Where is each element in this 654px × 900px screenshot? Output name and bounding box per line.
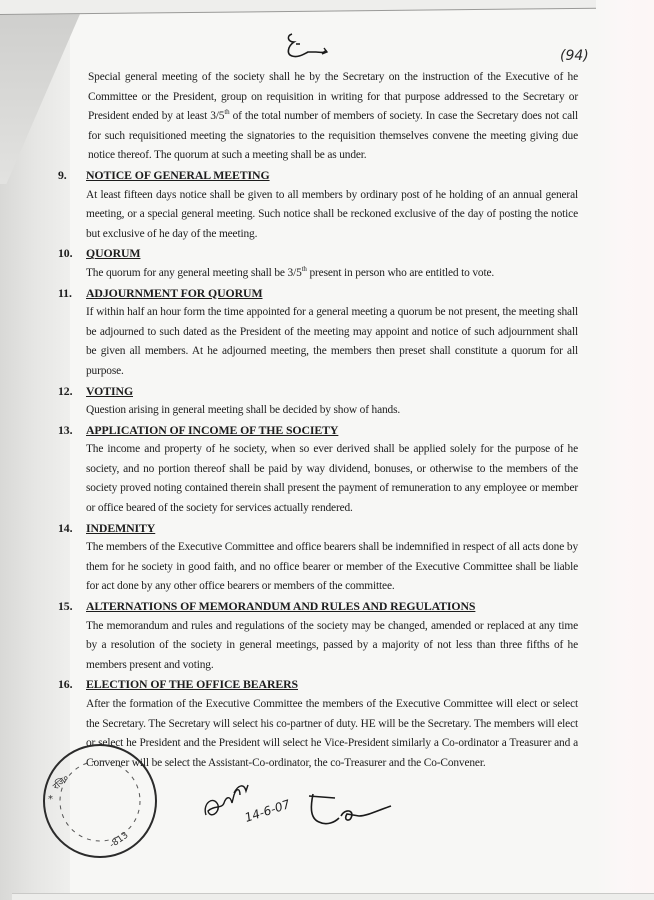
section-title: ALTERNATIONS OF MEMORANDUM AND RULES AND REGULATIONS (86, 599, 476, 614)
svg-text:*: * (48, 794, 53, 805)
section-body (86, 264, 578, 284)
section-number: 16. (58, 677, 73, 692)
section-10 (58, 244, 578, 283)
section-body: At least fifteen days notice shall be given to all members by ordinary post of he holding of an annual general meeting, or a special general meeting. Such notice shall be reckoned exclusive of the day of posting the notice but exclusive of he day of the meeting. (86, 188, 578, 240)
section-title: QUORUM (86, 246, 141, 261)
section-heading (58, 519, 578, 539)
section-number: 15. (58, 599, 73, 614)
scan-edge-top (0, 0, 654, 15)
section-heading (58, 166, 578, 186)
section-body-superscript: th (301, 265, 307, 274)
handwritten-signature-icon (305, 790, 395, 830)
svg-text:रजि०: रजि० (51, 773, 72, 793)
section-number: 12. (58, 383, 73, 398)
section-heading (58, 382, 578, 402)
section-title: VOTING (86, 383, 134, 398)
scan-edge-bottom (12, 893, 654, 900)
section-number: 10. (58, 246, 73, 261)
section-title: ELECTION OF THE OFFICE BEARERS (86, 677, 299, 692)
section-12 (58, 382, 578, 421)
scan-edge-right (596, 0, 654, 900)
section-number: 13. (58, 422, 73, 437)
section-number: 14. (58, 520, 73, 535)
section-number: 9. (58, 167, 67, 182)
section-body: After the formation of the Executive Committee the members of the Executive Committee will elect or select the Secretary. The Secretary will select his co-partner of duty. HE will be the Secretary. The members will elect or select he President and the President will select he Vice-President similarly a Co-ordinator a Treasurer and a Convener will be select the Assistant-Co-ordinator, the co-Treasurer and the Co-Convener. (86, 698, 578, 769)
section-body: Question arising in general meeting shall be decided by show of hands. (86, 404, 401, 417)
section-body-part-1: The quorum for any general meeting shall be 3/5 (86, 266, 302, 279)
section-title: INDEMNITY (86, 520, 156, 535)
section-number: 11. (58, 285, 72, 300)
section-heading (58, 597, 578, 617)
section-heading (58, 421, 578, 441)
section-heading (58, 675, 578, 695)
initials-signature-icon (282, 30, 330, 64)
section-title: APPLICATION OF INCOME OF THE SOCIETY (86, 422, 339, 437)
signature-date: 14-6-07 (242, 797, 292, 825)
section-15 (58, 597, 578, 675)
section-9 (58, 166, 578, 244)
section-body: The income and property of he society, when so ever derived shall be applied solely for the purpose of he society, and no portion thereof shall be paid by way dividend, bonuses, or otherwise to the members of the society proved noting contained therein shall present the payment of remuneration to any employee or member or office beared of the society for services actually rendered. (86, 443, 578, 515)
section-heading (58, 284, 578, 304)
section-body-part-2: present in person who are entitled to vote. (306, 266, 495, 279)
section-body: The memorandum and rules and regulations of the society may be changed, amended or replaced at any time by a resolution of the society in general meetings, passed by a majority of not less than three fifths of he members present and voting. (86, 619, 578, 671)
section-title: NOTICE OF GENERAL MEETING (86, 167, 270, 182)
section-body: The members of the Executive Committee and office bearers shall be indemnified in respect of all acts done by them for he society in good faith, and no office bearer or member of the Executive Committee shall be liable for act done by any other office bearers or members of the committee. (86, 541, 578, 593)
intro-paragraph (88, 68, 578, 166)
section-title: ADJOURNMENT FOR QUORUM (86, 285, 263, 300)
section-body: If within half an hour form the time appointed for a general meeting a quorum be not present, the meeting shall be adjourned to such dated as the President of the meeting may appoint and notice of such adjournment shall be given all members. At he adjourned meeting, the members then preset shall constitute a quorum for all purpose. (86, 306, 578, 377)
section-11 (58, 284, 578, 382)
section-13 (58, 421, 578, 519)
page-number-handwritten: (94) (560, 48, 589, 64)
intro-text-part-2: of the total number of members of society. In case the Secretary does not call for such requisitioned meeting the signatories to the requisition themselves convene the meeting giving due notice thereof. The quorum at such a meeting shall be as under. (88, 110, 579, 162)
official-seal-stamp-icon (36, 740, 164, 862)
intro-text-part-1: Special general meeting of the society shall he by the Secretary on the instruction of the Executive of he Committee or the President, group on requisition in writing for that purpose addressed to the Secretary or President ended by at least 3/5 (88, 71, 578, 123)
section-14 (58, 519, 578, 597)
intro-superscript: th (224, 108, 230, 117)
svg-text:-813: -813 (107, 830, 131, 851)
document-body (58, 71, 579, 773)
section-heading (58, 244, 578, 264)
